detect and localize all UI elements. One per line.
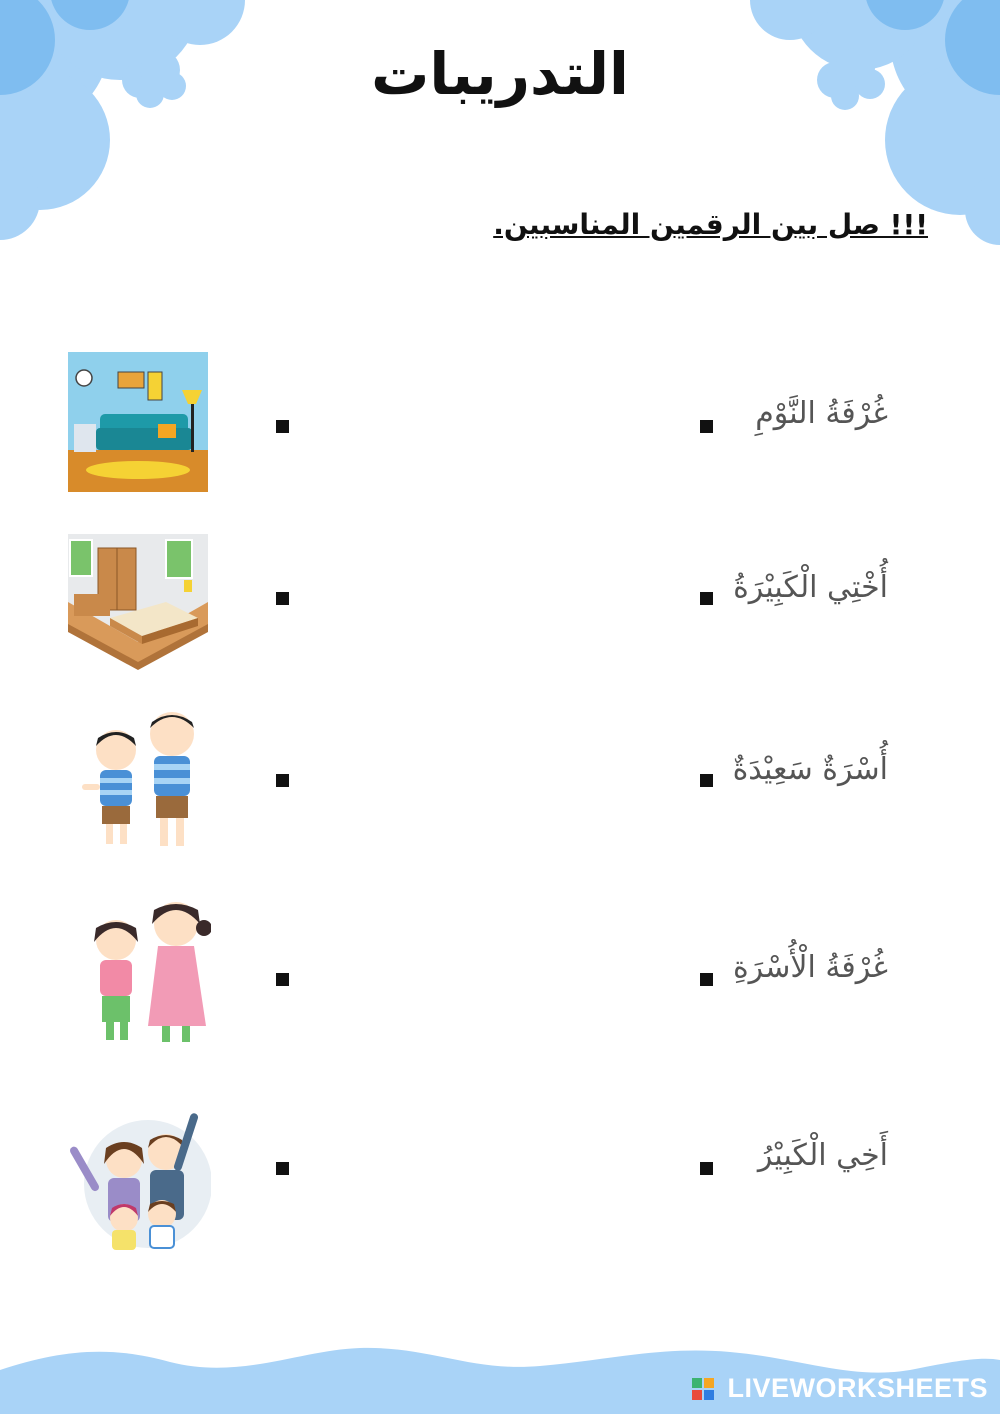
right-match-dot[interactable] [700, 973, 713, 986]
two-sisters-illustration [66, 898, 211, 1043]
match-row [0, 1100, 1000, 1250]
right-match-dot[interactable] [700, 420, 713, 433]
match-row [0, 532, 1000, 682]
instruction-text: !!! صل بين الرقمين المناسبين. [493, 208, 928, 241]
word-label: أُخْتِي الْكَبِيْرَةُ [733, 570, 888, 605]
right-match-dot[interactable] [700, 774, 713, 787]
happy-family-illustration [66, 1108, 211, 1253]
liveworksheets-logo-icon [692, 1378, 714, 1400]
word-label: أَخِي الْكَبِيْرُ [757, 1138, 888, 1173]
right-match-dot[interactable] [700, 592, 713, 605]
left-match-dot[interactable] [276, 973, 289, 986]
living-room-illustration [66, 350, 211, 495]
left-match-dot[interactable] [276, 592, 289, 605]
left-match-dot[interactable] [276, 1162, 289, 1175]
match-row [0, 898, 1000, 1048]
left-match-dot[interactable] [276, 774, 289, 787]
page-title: التدريبات [371, 40, 629, 108]
bedroom-illustration [66, 532, 211, 677]
match-row [0, 348, 1000, 498]
left-match-dot[interactable] [276, 420, 289, 433]
match-row [0, 706, 1000, 856]
brand-footer[interactable]: LIVEWORKSHEETS [727, 1373, 988, 1403]
two-brothers-illustration [66, 706, 211, 851]
word-label: غُرْفَةُ النَّوْمِ [755, 396, 888, 431]
right-match-dot[interactable] [700, 1162, 713, 1175]
word-label: أُسْرَةٌ سَعِيْدَةٌ [732, 752, 888, 787]
word-label: غُرْفَةُ الْأُسْرَةِ [732, 950, 888, 985]
